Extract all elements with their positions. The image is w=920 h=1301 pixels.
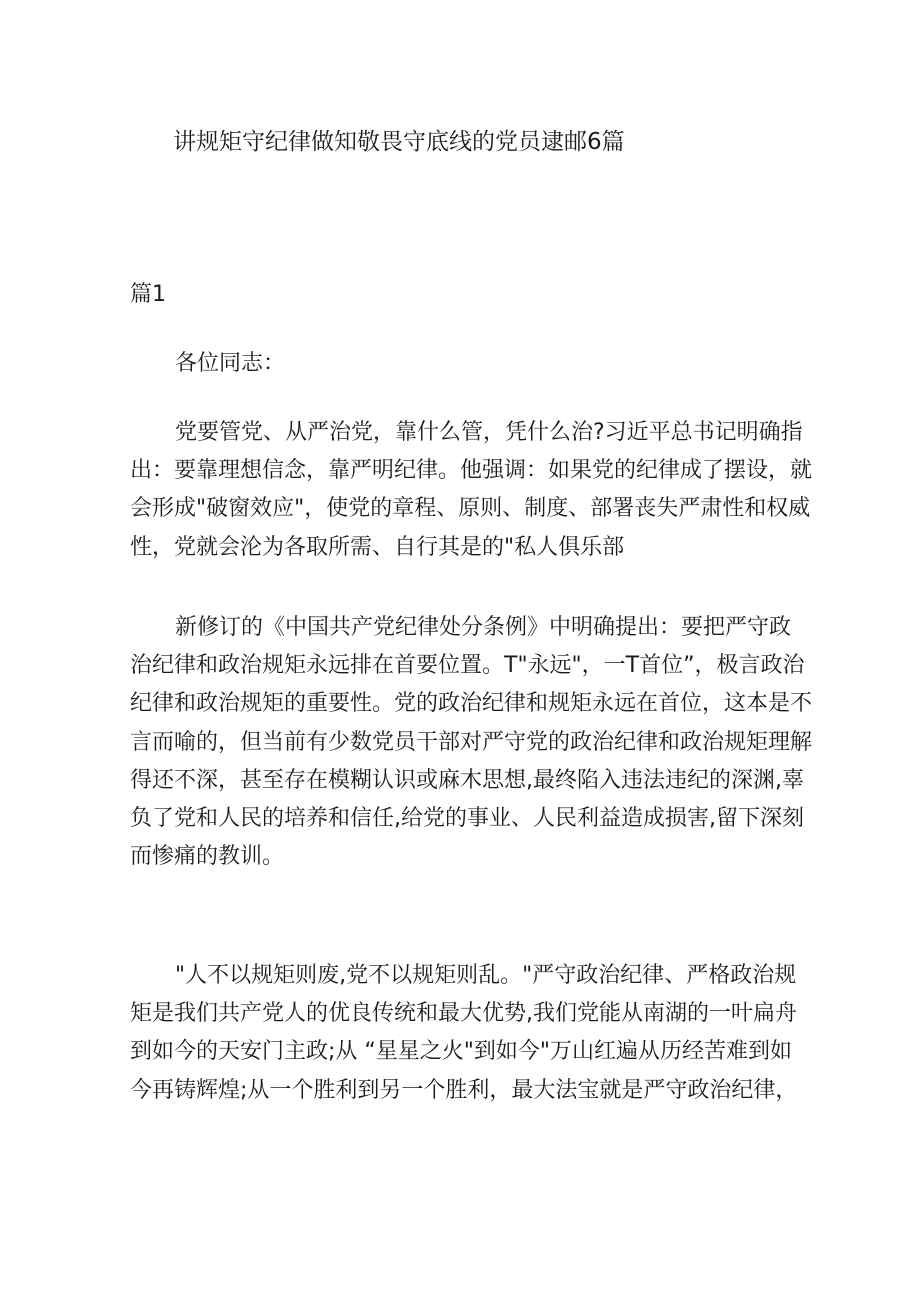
paragraph-line: 到如今的天安门主政;从 “星星之火"到如今"万山红遍从历经苦难到如 — [130, 1039, 793, 1065]
paragraph-line: 纪律和政治规矩的重要性。党的政治纪律和规矩永远在首位，这本是不 — [130, 691, 813, 717]
paragraph-line: 新修订的《中国共产党纪律处分条例》中明确提出：要把严守政 — [175, 615, 792, 640]
paragraph-line: "人不以规矩则废,党不以规矩则乱。"严守政治纪律、严格政治规 — [175, 963, 797, 988]
paragraph-line: 今再铸辉煌;从一个胜利到另一个胜利，最大法宝就是严守政治纪律， — [130, 1077, 798, 1103]
paragraph-line: 性，党就会沦为各取所需、自行其是的"私人俱乐部 — [130, 534, 625, 560]
paragraph-1 — [130, 414, 813, 567]
paragraph-line: 负了党和人民的培养和信任,给党的事业、人民利益造成损害,留下深刻 — [130, 806, 804, 832]
paragraph-line: 得还不深，甚至存在模糊认识或麻木思想,最终陷入违法违纪的深渊,辜 — [130, 767, 804, 793]
salutation: 各位同志： — [175, 351, 286, 376]
paragraph-line: 而惨痛的教训。 — [130, 844, 285, 870]
document-title: 讲规矩守纪律做知敬畏守底线的党员逮邮6篇 — [173, 129, 625, 155]
paragraph-line: 言而喻的，但当前有少数党员干部对严守党的政治纪律和政治规矩理解 — [130, 729, 813, 755]
paragraph-line: 矩是我们共产党人的优良传统和最大优势,我们党能从南湖的一叶扁舟 — [130, 1001, 797, 1027]
paragraph-line: 党要管党、从严治党，靠什么管，凭什么治?习近平总书记明确指 — [175, 420, 803, 445]
paragraph-3 — [130, 957, 800, 1110]
paragraph-line: 治纪律和政治规矩永远排在首要位置。T"永远"，一T首位”，极言政治 — [130, 653, 805, 679]
paragraph-line: 出：要靠理想信念，靠严明纪律。他强调：如果党的纪律成了摆设，就 — [130, 458, 813, 484]
section-heading: 篇1 — [130, 282, 166, 307]
paragraph-line: 会形成"破窗效应"，使党的章程、原则、制度、部署丧失严肃性和权威 — [130, 496, 811, 522]
paragraph-2 — [130, 609, 813, 876]
